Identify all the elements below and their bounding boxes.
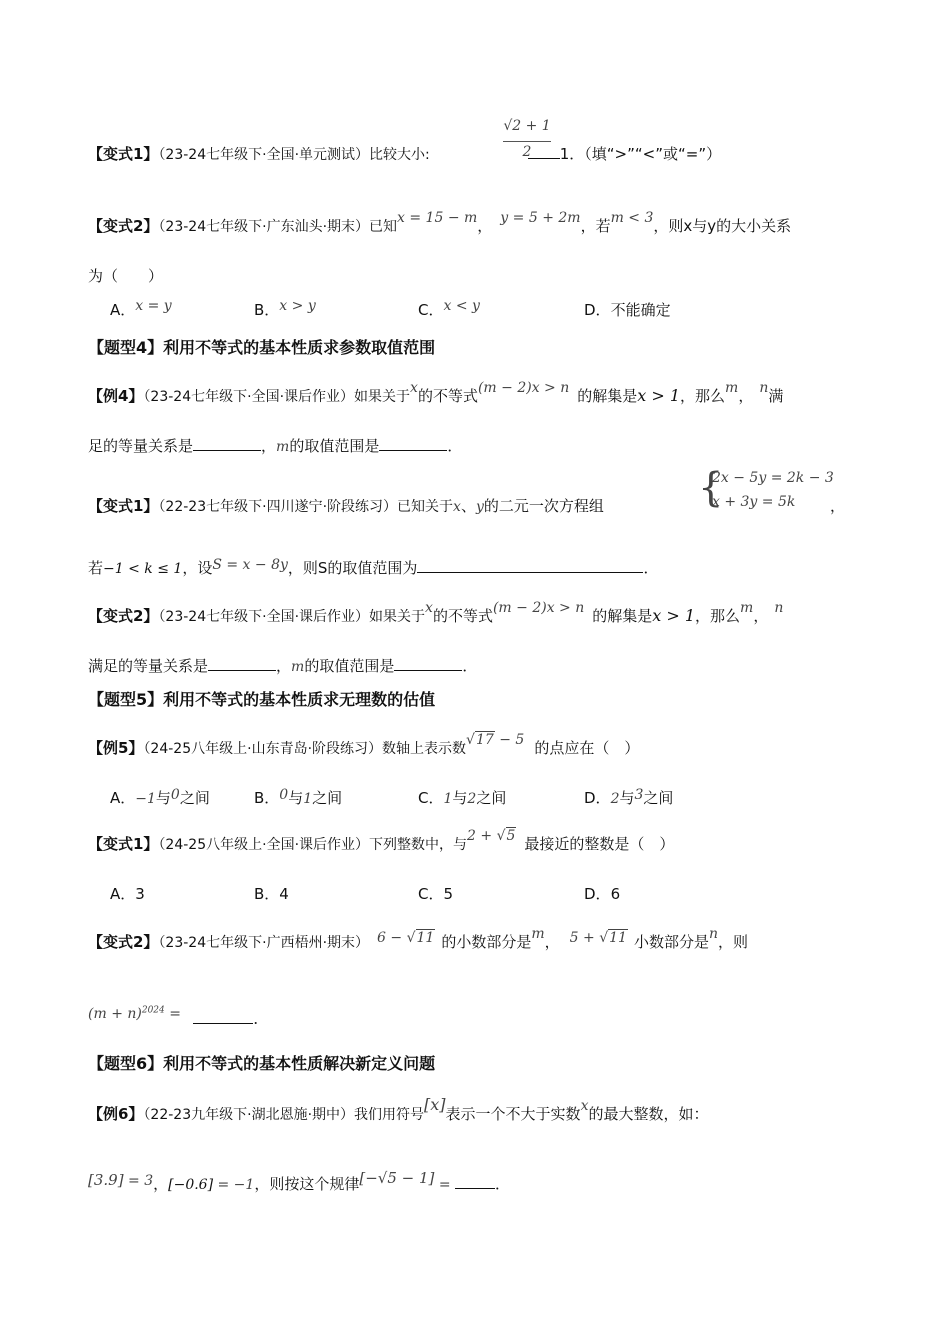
text: ，则按这个规律 [254, 1175, 360, 1193]
text: 小数部分是 [633, 933, 709, 951]
text: 的取值范围是 [289, 437, 380, 455]
text: ， [738, 387, 754, 405]
text: = [434, 1177, 456, 1193]
text: 的不等式 [417, 387, 478, 405]
text: [−0.6] [168, 1177, 214, 1193]
tag: 【变式1】 [88, 145, 159, 163]
text: 的不等式 [432, 607, 493, 625]
text: D． [584, 789, 611, 807]
option-b[interactable] [254, 298, 316, 323]
ex6-line2 [88, 1169, 511, 1197]
text: 的最大整数，如： [588, 1105, 709, 1123]
text: x > 1 [652, 606, 696, 625]
text: m [276, 439, 290, 455]
v2c-line [88, 926, 748, 955]
text: − 5 [494, 732, 525, 748]
text: 的点应在（ ） [534, 739, 640, 757]
text: （22-23七年级下·四川遂宁·阶段练习）已知关于 [158, 499, 454, 515]
v2c-line2 [88, 1004, 268, 1032]
fraction-denominator: 2 [522, 144, 532, 160]
answer-blank[interactable] [193, 434, 261, 451]
text: 1 [443, 791, 453, 807]
v1b-line2 [88, 556, 658, 581]
text: 之间 [179, 789, 210, 807]
source: （23-24七年级下·全国·单元测试）比较大小: [158, 147, 430, 163]
math-expr: x = 15 − m [397, 210, 478, 226]
math-expr: 6 − √11 [377, 930, 435, 946]
text: 0 [279, 787, 289, 803]
text: B． [254, 885, 280, 903]
text: 1 [303, 791, 313, 807]
v1c-option-d[interactable] [584, 882, 620, 906]
text: = −1 [213, 1177, 255, 1193]
text: x [410, 380, 418, 396]
system-eq2: x + 3y = 5k [712, 494, 796, 510]
text: m [725, 380, 739, 396]
text: ， [276, 657, 292, 675]
text: 5 [506, 828, 516, 844]
v1c-option-a[interactable] [110, 882, 145, 906]
section-heading-6: 【题型6】利用不等式的基本性质解决新定义问题 [88, 1054, 436, 1073]
ex5-line [88, 732, 640, 761]
text: m [740, 600, 754, 616]
ex4-line [88, 380, 784, 409]
answer-blank[interactable] [208, 654, 276, 671]
text: 【例5】 [88, 739, 144, 757]
text: ，设 [182, 559, 213, 577]
text: （23-24七年级下·全国·课后作业）如果关于 [143, 389, 411, 405]
text: 的解集是 [592, 607, 653, 625]
tail: 1．（填“>”“<”或“=”） [559, 145, 722, 163]
math-expr: 2 + √5 [467, 828, 516, 844]
text: x < y [443, 298, 480, 314]
text: x = y [135, 298, 172, 314]
option-a[interactable] [110, 298, 172, 323]
text: 【变式1】 [88, 497, 159, 515]
text: 表示一个不大于实数 [445, 1105, 581, 1123]
text: (m + n) [88, 1005, 142, 1022]
text: 11 [416, 930, 435, 946]
ex5-option-a[interactable] [110, 786, 210, 811]
text: y [475, 499, 484, 515]
text: ． [643, 559, 659, 577]
tail: ，则x与y的大小关系 [653, 217, 792, 235]
text: x > 1 [637, 386, 681, 405]
text: 之间 [476, 789, 507, 807]
ex5-option-d[interactable] [584, 786, 673, 811]
section-heading-5: 【题型5】利用不等式的基本性质求无理数的估值 [88, 690, 436, 709]
system-eq1: 2x − 5y = 2k − 3 [712, 470, 834, 486]
text: D． [584, 885, 611, 903]
text: 之间 [312, 789, 343, 807]
text: 6 − [377, 930, 407, 946]
v2a-line [88, 210, 792, 239]
answer-blank[interactable] [528, 142, 560, 159]
answer-blank[interactable] [455, 1172, 495, 1189]
text: m [291, 659, 305, 675]
option-c[interactable] [418, 298, 480, 323]
text: n [708, 926, 718, 942]
text: = 3 [123, 1173, 154, 1189]
text: B． [254, 301, 280, 319]
text: ，那么 [695, 607, 741, 625]
text: x [425, 600, 433, 616]
text: （24-25八年级上·山东青岛·阶段练习）数轴上表示数 [143, 741, 467, 757]
text: x > y [279, 298, 316, 314]
ex5-option-b[interactable] [254, 786, 342, 811]
text: A． [110, 885, 136, 903]
text: （22-23九年级下·湖北恩施·期中）我们用符号 [143, 1107, 425, 1123]
text: 的取值范围是 [304, 657, 395, 675]
sep: ， [477, 217, 493, 235]
text: x [580, 1098, 589, 1114]
text: 最接近的整数是（ ） [524, 835, 675, 853]
text: 为（ ） [88, 267, 164, 285]
text: C． [418, 789, 444, 807]
text: ， [261, 437, 277, 455]
source: （23-24七年级下·广东汕头·期末）已知 [158, 219, 398, 235]
math-expr: 5 + √11 [569, 930, 627, 946]
system-brace: { [698, 465, 724, 511]
answer-blank[interactable] [193, 1007, 253, 1024]
text: D． [584, 301, 611, 319]
text: (m − 2)x > n [477, 380, 570, 396]
text: B． [254, 789, 280, 807]
answer-blank[interactable] [417, 556, 643, 573]
text: ，则S的取值范围为 [287, 559, 418, 577]
text: [−√5 − 1] [359, 1169, 435, 1187]
text: = [164, 1005, 186, 1022]
text: 17 [475, 732, 494, 748]
text: A． [110, 789, 136, 807]
text: 5 [443, 885, 454, 903]
v1b-line [88, 494, 604, 519]
v1a-line [88, 142, 721, 167]
text: 与 [452, 789, 468, 807]
text: 【变式1】 [88, 835, 159, 853]
text: A． [110, 301, 136, 319]
math-expr: √17 − 5 [466, 732, 525, 748]
text: ，则 [717, 933, 748, 951]
math-expr: m < 3 [610, 210, 654, 226]
text: ， [544, 933, 560, 951]
ex5-option-c[interactable] [418, 786, 506, 811]
v2b-line [88, 600, 784, 629]
text: 3 [135, 885, 145, 903]
text: 与 [619, 789, 635, 807]
section-heading-4: 【题型4】利用不等式的基本性质求参数取值范围 [88, 338, 436, 357]
text: 【变式2】 [88, 933, 159, 951]
answer-blank[interactable] [379, 434, 447, 451]
text: ，那么 [680, 387, 726, 405]
text: 2 [467, 791, 477, 807]
text: 与 [288, 789, 304, 807]
text: 【变式2】 [88, 607, 159, 625]
text: 的小数部分是 [441, 933, 532, 951]
text: 满足的等量关系是 [88, 657, 209, 675]
text: 满 [768, 387, 784, 405]
tag: 【变式2】 [88, 217, 159, 235]
text: n [774, 600, 784, 616]
text: ． [447, 437, 463, 455]
v2a-line2 [88, 264, 163, 288]
text: 2024 [141, 1005, 165, 1015]
text: 的二元一次方程组 [483, 497, 604, 515]
v2b-line2 [88, 654, 477, 679]
text: 若 [88, 559, 104, 577]
text: ， [153, 1175, 169, 1193]
text: (m − 2)x > n [492, 600, 585, 616]
text: [3.9] [88, 1171, 124, 1189]
sep: ，若 [580, 217, 611, 235]
text: 不能确定 [610, 301, 671, 319]
text: 6 [610, 885, 621, 903]
text: ． [495, 1175, 511, 1193]
text: 0 [170, 787, 180, 803]
text: 足的等量关系是 [88, 437, 194, 455]
text: C． [418, 885, 444, 903]
text: 、 [460, 497, 476, 515]
math-expr [88, 1006, 185, 1022]
text: （23-24七年级下·全国·课后作业）如果关于 [158, 609, 426, 625]
text: C． [418, 301, 444, 319]
ex4-line2 [88, 434, 462, 459]
text: −1 < k ≤ 1 [103, 561, 183, 577]
text: n [759, 380, 769, 396]
math-expr: y = 5 + 2m [500, 210, 581, 226]
fraction-numerator: √2 + 1 [503, 118, 551, 134]
text: 之间 [643, 789, 674, 807]
text: x [453, 499, 461, 515]
text: （24-25八年级上·全国·课后作业）下列整数中，与 [158, 837, 468, 853]
v1c-line [88, 828, 675, 857]
v1b-end: ， [830, 497, 846, 515]
text: 5 + [569, 930, 600, 946]
text: 的解集是 [577, 387, 638, 405]
text: S = x − 8y [212, 557, 288, 573]
text: 与 [155, 789, 171, 807]
text: 3 [634, 787, 644, 803]
text: 11 [609, 930, 627, 946]
text: 2 [610, 791, 620, 807]
text: 【例4】 [88, 387, 144, 405]
text: m [531, 926, 545, 942]
ex6-line [88, 1095, 709, 1127]
text: 【例6】 [88, 1105, 144, 1123]
option-d[interactable] [584, 298, 671, 322]
text: ． [253, 1009, 269, 1028]
text: 4 [279, 885, 289, 903]
text: 2 + [467, 828, 497, 844]
answer-blank[interactable] [394, 654, 462, 671]
text: ． [462, 657, 478, 675]
v1c-option-b[interactable] [254, 882, 289, 906]
text: ， [753, 607, 769, 625]
v1c-option-c[interactable] [418, 882, 453, 906]
text: [x] [424, 1095, 446, 1114]
text: （23-24七年级下·广西梧州·期末） [158, 935, 370, 951]
text: −1 [135, 791, 156, 807]
